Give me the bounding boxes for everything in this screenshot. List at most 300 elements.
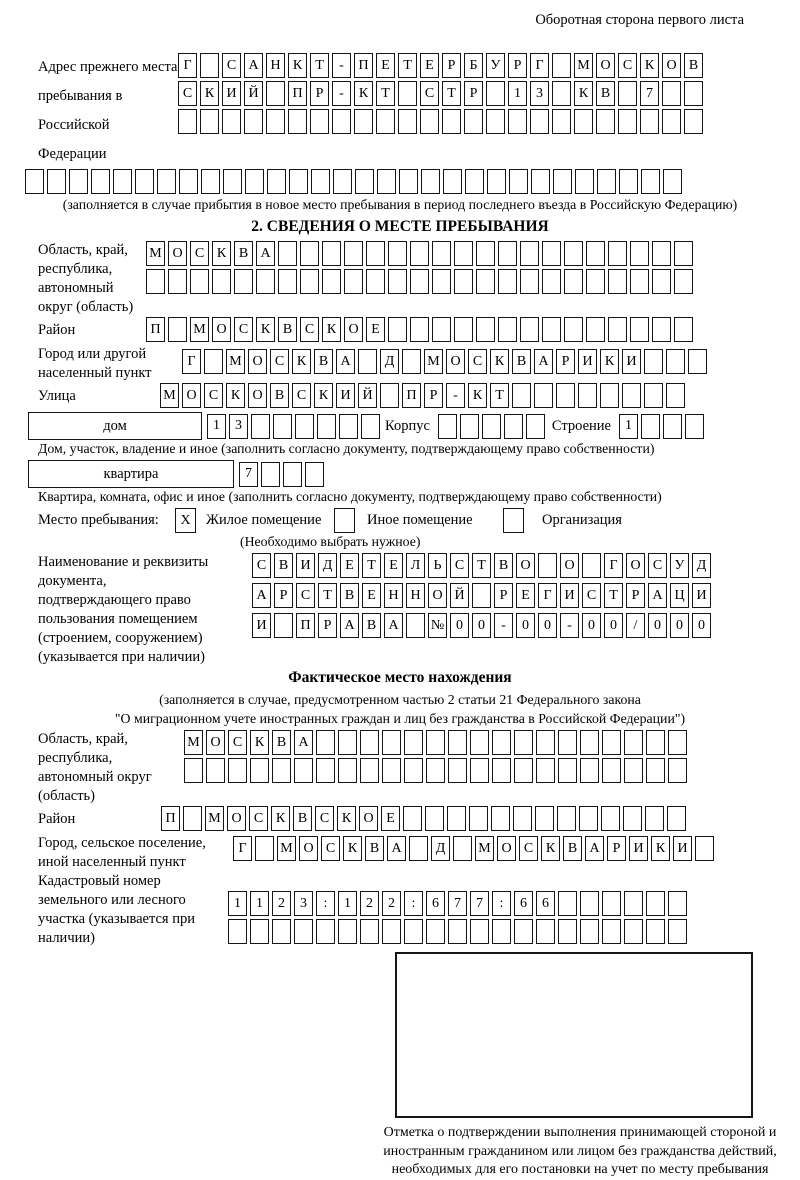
char-cell: К bbox=[226, 383, 245, 408]
char-cell bbox=[448, 758, 467, 783]
prev-address-note: (заполняется в случае прибытия в новое место пребывания в период последнего въезда в Российскую Федерацию) bbox=[62, 197, 738, 212]
char-cell bbox=[234, 269, 253, 294]
char-cell bbox=[498, 269, 517, 294]
char-cell bbox=[492, 730, 511, 755]
char-cell: П bbox=[354, 53, 373, 78]
char-cell bbox=[377, 169, 396, 194]
char-cell: В bbox=[314, 349, 333, 374]
char-cell: В bbox=[494, 553, 513, 578]
char-row bbox=[228, 919, 690, 944]
char-cell: Р bbox=[274, 583, 293, 608]
char-cell: О bbox=[248, 349, 267, 374]
char-cell: Т bbox=[442, 81, 461, 106]
char-cell: 2 bbox=[382, 891, 401, 916]
char-cell bbox=[476, 241, 495, 266]
char-cell bbox=[580, 730, 599, 755]
char-cell: К bbox=[314, 383, 333, 408]
char-cell: / bbox=[626, 613, 645, 638]
char-cell bbox=[644, 383, 663, 408]
char-cell: О bbox=[299, 836, 318, 861]
char-cell: О bbox=[560, 553, 579, 578]
district-section bbox=[0, 317, 800, 345]
char-cell: И bbox=[622, 349, 641, 374]
char-cell: 6 bbox=[514, 891, 533, 916]
char-cell: № bbox=[428, 613, 447, 638]
char-cell bbox=[354, 109, 373, 134]
house-row bbox=[28, 412, 800, 440]
char-cell bbox=[360, 730, 379, 755]
char-cell bbox=[578, 383, 597, 408]
char-cell bbox=[300, 241, 319, 266]
char-cell: О bbox=[227, 806, 246, 831]
char-cell bbox=[552, 53, 571, 78]
char-cell bbox=[542, 317, 561, 342]
char-cell: С bbox=[468, 349, 487, 374]
char-cell: В bbox=[293, 806, 312, 831]
char-cell: О bbox=[662, 53, 681, 78]
char-cell bbox=[662, 81, 681, 106]
char-cell: С bbox=[234, 317, 253, 342]
char-cell bbox=[558, 758, 577, 783]
char-cell: П bbox=[296, 613, 315, 638]
char-cell: 7 bbox=[470, 891, 489, 916]
char-cell: И bbox=[692, 583, 711, 608]
char-cell bbox=[624, 919, 643, 944]
char-cell bbox=[184, 758, 203, 783]
actual-location-note-2: "О миграционном учете иностранных граждан и лиц без гражданства в Российской Федерации") bbox=[114, 711, 686, 726]
char-cell bbox=[448, 730, 467, 755]
char-row bbox=[184, 758, 690, 783]
char-cell bbox=[596, 109, 615, 134]
char-cell: О bbox=[344, 317, 363, 342]
char-cell bbox=[403, 806, 422, 831]
char-cell: Е bbox=[362, 583, 381, 608]
char-cell: С bbox=[450, 553, 469, 578]
char-cell: 0 bbox=[538, 613, 557, 638]
char-cell: В bbox=[270, 383, 289, 408]
char-cell: Т bbox=[472, 553, 491, 578]
stay-type-label: Место пребывания: bbox=[38, 512, 159, 528]
char-cell bbox=[674, 241, 693, 266]
document-section bbox=[0, 553, 800, 667]
stroenie-label: Строение bbox=[551, 418, 611, 434]
char-cell: К bbox=[256, 317, 275, 342]
confirmation-stamp-box bbox=[395, 952, 753, 1118]
char-cell: 3 bbox=[229, 414, 248, 439]
char-cell bbox=[135, 169, 154, 194]
char-cell bbox=[339, 414, 358, 439]
char-cell bbox=[409, 836, 428, 861]
char-cell bbox=[316, 730, 335, 755]
char-cell bbox=[623, 806, 642, 831]
char-cell: Г bbox=[604, 553, 623, 578]
char-cell: С bbox=[249, 806, 268, 831]
char-cell bbox=[179, 169, 198, 194]
actual-city-section bbox=[0, 834, 800, 872]
char-cell bbox=[399, 169, 418, 194]
char-cell bbox=[492, 758, 511, 783]
char-cell: О bbox=[596, 53, 615, 78]
district-label: Район bbox=[38, 322, 76, 338]
char-cell bbox=[388, 269, 407, 294]
char-cell: Р bbox=[508, 53, 527, 78]
char-cell: М bbox=[574, 53, 593, 78]
char-cell bbox=[644, 349, 663, 374]
char-cell bbox=[504, 414, 523, 439]
char-cell bbox=[244, 109, 263, 134]
char-cell bbox=[200, 53, 219, 78]
char-cell bbox=[382, 919, 401, 944]
char-cell: А bbox=[648, 583, 667, 608]
char-cell: Й bbox=[244, 81, 263, 106]
char-cell: К bbox=[322, 317, 341, 342]
char-cell: С bbox=[292, 383, 311, 408]
char-cell bbox=[575, 169, 594, 194]
apartment-label-box bbox=[28, 460, 234, 488]
char-cell bbox=[608, 317, 627, 342]
char-cell bbox=[212, 269, 231, 294]
char-cell bbox=[646, 891, 665, 916]
char-cell: Т bbox=[398, 53, 417, 78]
char-cell: И bbox=[222, 81, 241, 106]
char-cell: 1 bbox=[250, 891, 269, 916]
char-cell bbox=[266, 109, 285, 134]
char-cell bbox=[317, 414, 336, 439]
char-cell: Т bbox=[318, 583, 337, 608]
char-cell: Р bbox=[310, 81, 329, 106]
char-cell: : bbox=[404, 891, 423, 916]
char-cell: М bbox=[205, 806, 224, 831]
actual-location-note-1: (заполняется в случае, предусмотренном частью 2 статьи 21 Федерального закона bbox=[159, 692, 641, 707]
char-cell: 3 bbox=[294, 891, 313, 916]
char-cell: М bbox=[277, 836, 296, 861]
char-cell bbox=[178, 109, 197, 134]
char-cell bbox=[535, 806, 554, 831]
char-cell: К bbox=[200, 81, 219, 106]
char-cell: О bbox=[206, 730, 225, 755]
char-cell bbox=[520, 269, 539, 294]
char-cell bbox=[472, 583, 491, 608]
char-cell: К bbox=[640, 53, 659, 78]
char-cell bbox=[514, 730, 533, 755]
char-cell bbox=[674, 317, 693, 342]
char-cell: А bbox=[244, 53, 263, 78]
char-cell bbox=[602, 730, 621, 755]
char-cell bbox=[432, 269, 451, 294]
char-cell: Т bbox=[376, 81, 395, 106]
organization-label: Организация bbox=[542, 512, 622, 528]
char-cell bbox=[586, 317, 605, 342]
char-cell: П bbox=[402, 383, 421, 408]
char-cell bbox=[355, 169, 374, 194]
char-cell: В bbox=[272, 730, 291, 755]
char-cell bbox=[630, 317, 649, 342]
char-cell: О bbox=[626, 553, 645, 578]
char-cell: П bbox=[288, 81, 307, 106]
char-cell bbox=[261, 462, 280, 487]
char-cell: Й bbox=[450, 583, 469, 608]
char-cell bbox=[646, 758, 665, 783]
char-cell: И bbox=[673, 836, 692, 861]
char-cell bbox=[404, 730, 423, 755]
char-cell bbox=[443, 169, 462, 194]
char-cell bbox=[361, 414, 380, 439]
char-cell: Н bbox=[406, 583, 425, 608]
char-cell bbox=[514, 758, 533, 783]
char-cell bbox=[465, 169, 484, 194]
char-cell: У bbox=[670, 553, 689, 578]
char-row bbox=[184, 730, 690, 755]
char-cell: - bbox=[560, 613, 579, 638]
char-cell bbox=[273, 414, 292, 439]
char-cell bbox=[442, 109, 461, 134]
char-cell bbox=[283, 462, 302, 487]
char-cell: А bbox=[387, 836, 406, 861]
char-cell: К bbox=[490, 349, 509, 374]
char-cell: Б bbox=[464, 53, 483, 78]
char-cell: В bbox=[563, 836, 582, 861]
char-cell: 1 bbox=[228, 891, 247, 916]
char-cell bbox=[266, 81, 285, 106]
char-cell bbox=[289, 169, 308, 194]
char-cell: Р bbox=[442, 53, 461, 78]
char-cell bbox=[454, 317, 473, 342]
char-cell: А bbox=[252, 583, 271, 608]
char-cell bbox=[245, 169, 264, 194]
char-cell bbox=[388, 317, 407, 342]
char-cell: Р bbox=[607, 836, 626, 861]
char-cell bbox=[426, 758, 445, 783]
char-row bbox=[239, 462, 327, 487]
char-cell bbox=[619, 169, 638, 194]
street-section bbox=[0, 383, 800, 411]
char-row bbox=[228, 891, 690, 916]
city-label: Город или другой населенный пункт bbox=[38, 346, 152, 381]
char-cell: В bbox=[596, 81, 615, 106]
char-cell bbox=[556, 383, 575, 408]
char-cell bbox=[453, 836, 472, 861]
cadastre-label: Кадастровый номер земельного или лесного участка (указывается при наличии) bbox=[38, 873, 195, 946]
char-cell: О bbox=[182, 383, 201, 408]
char-cell bbox=[564, 269, 583, 294]
char-cell bbox=[295, 414, 314, 439]
char-cell bbox=[640, 109, 659, 134]
char-cell: С bbox=[618, 53, 637, 78]
actual-city-label: Город, сельское поселение, иной населенный пункт bbox=[38, 835, 206, 870]
char-cell bbox=[316, 758, 335, 783]
char-cell: К bbox=[600, 349, 619, 374]
char-cell bbox=[666, 349, 685, 374]
char-cell: И bbox=[629, 836, 648, 861]
char-cell: П bbox=[161, 806, 180, 831]
actual-region-section bbox=[0, 730, 800, 806]
char-cell bbox=[684, 81, 703, 106]
char-cell: О bbox=[212, 317, 231, 342]
char-cell: Т bbox=[604, 583, 623, 608]
char-cell bbox=[432, 241, 451, 266]
char-cell bbox=[223, 169, 242, 194]
char-cell bbox=[646, 730, 665, 755]
char-cell: Р bbox=[494, 583, 513, 608]
char-cell: 1 bbox=[338, 891, 357, 916]
char-cell: М bbox=[184, 730, 203, 755]
char-cell: Г bbox=[538, 583, 557, 608]
char-row bbox=[160, 383, 688, 408]
char-cell: Г bbox=[233, 836, 252, 861]
house-label-box bbox=[28, 412, 202, 440]
char-cell: Й bbox=[358, 383, 377, 408]
cadastre-section bbox=[0, 872, 800, 948]
char-cell: Г bbox=[182, 349, 201, 374]
char-row bbox=[207, 414, 383, 439]
char-cell bbox=[476, 317, 495, 342]
char-cell: С bbox=[178, 81, 197, 106]
char-row bbox=[146, 241, 696, 266]
char-cell bbox=[580, 758, 599, 783]
char-cell bbox=[652, 317, 671, 342]
char-cell bbox=[542, 241, 561, 266]
char-cell bbox=[498, 241, 517, 266]
char-cell bbox=[358, 349, 377, 374]
char-cell bbox=[666, 383, 685, 408]
char-cell bbox=[333, 169, 352, 194]
char-cell bbox=[272, 919, 291, 944]
char-cell bbox=[278, 241, 297, 266]
house-note: Дом, участок, владение и иное (заполнить согласно документу, подтверждающему право собственности) bbox=[38, 441, 655, 456]
actual-location-title: Фактическое место нахождения bbox=[288, 669, 512, 686]
char-cell bbox=[558, 891, 577, 916]
char-cell: 0 bbox=[670, 613, 689, 638]
char-cell bbox=[641, 414, 660, 439]
char-row bbox=[252, 553, 714, 578]
char-cell bbox=[432, 317, 451, 342]
char-cell: К bbox=[292, 349, 311, 374]
char-cell: У bbox=[486, 53, 505, 78]
char-cell: : bbox=[316, 891, 335, 916]
char-cell: Е bbox=[420, 53, 439, 78]
char-cell: К bbox=[354, 81, 373, 106]
char-cell: О bbox=[359, 806, 378, 831]
char-cell bbox=[652, 269, 671, 294]
char-cell bbox=[366, 269, 385, 294]
char-cell: 6 bbox=[536, 891, 555, 916]
char-cell bbox=[425, 806, 444, 831]
char-cell: О bbox=[248, 383, 267, 408]
char-cell bbox=[380, 383, 399, 408]
char-cell: С bbox=[222, 53, 241, 78]
char-cell bbox=[91, 169, 110, 194]
char-cell: Л bbox=[406, 553, 425, 578]
house-box-label: дом bbox=[103, 417, 127, 434]
char-cell bbox=[601, 806, 620, 831]
char-cell bbox=[470, 758, 489, 783]
char-cell: 0 bbox=[692, 613, 711, 638]
char-cell: 3 bbox=[530, 81, 549, 106]
char-cell: Р bbox=[464, 81, 483, 106]
char-cell bbox=[668, 919, 687, 944]
char-cell bbox=[542, 269, 561, 294]
char-cell bbox=[602, 919, 621, 944]
char-cell bbox=[579, 806, 598, 831]
char-cell bbox=[278, 269, 297, 294]
char-cell: 0 bbox=[582, 613, 601, 638]
char-row bbox=[178, 109, 706, 134]
char-cell bbox=[332, 109, 351, 134]
apartment-note: Квартира, комната, офис и иное (заполнить согласно документу, подтверждающему право собственности) bbox=[38, 489, 662, 504]
char-cell bbox=[662, 109, 681, 134]
char-cell: О bbox=[497, 836, 516, 861]
char-cell bbox=[602, 758, 621, 783]
char-cell bbox=[438, 414, 457, 439]
char-cell: Г bbox=[178, 53, 197, 78]
char-cell bbox=[580, 891, 599, 916]
prev-address-rows bbox=[178, 53, 706, 137]
char-cell: К bbox=[541, 836, 560, 861]
char-cell: - bbox=[446, 383, 465, 408]
char-cell bbox=[668, 891, 687, 916]
char-cell bbox=[255, 836, 274, 861]
char-cell: В bbox=[340, 583, 359, 608]
char-cell bbox=[398, 109, 417, 134]
char-cell bbox=[512, 383, 531, 408]
char-row bbox=[146, 269, 696, 294]
char-cell bbox=[305, 462, 324, 487]
char-cell bbox=[624, 891, 643, 916]
char-cell bbox=[146, 269, 165, 294]
char-cell bbox=[448, 919, 467, 944]
region-label: Область, край, республика, автономный округ (область) bbox=[38, 242, 134, 315]
char-cell bbox=[388, 241, 407, 266]
char-cell: И bbox=[560, 583, 579, 608]
street-label: Улица bbox=[38, 388, 76, 404]
char-cell: С bbox=[582, 583, 601, 608]
char-cell: Д bbox=[318, 553, 337, 578]
char-cell bbox=[447, 806, 466, 831]
char-cell bbox=[530, 109, 549, 134]
char-cell bbox=[558, 919, 577, 944]
char-cell bbox=[608, 241, 627, 266]
char-cell bbox=[618, 109, 637, 134]
char-cell bbox=[498, 317, 517, 342]
char-cell: Е bbox=[384, 553, 403, 578]
char-cell bbox=[322, 241, 341, 266]
char-cell bbox=[366, 241, 385, 266]
char-cell: 0 bbox=[516, 613, 535, 638]
char-cell: С bbox=[648, 553, 667, 578]
char-cell bbox=[558, 730, 577, 755]
char-cell: С bbox=[204, 383, 223, 408]
char-cell bbox=[685, 414, 704, 439]
char-cell: С bbox=[300, 317, 319, 342]
char-cell bbox=[454, 269, 473, 294]
char-cell: М bbox=[160, 383, 179, 408]
char-cell: К bbox=[651, 836, 670, 861]
char-cell bbox=[338, 730, 357, 755]
char-row bbox=[252, 583, 714, 608]
char-row bbox=[619, 414, 707, 439]
char-cell bbox=[228, 758, 247, 783]
char-cell: О bbox=[446, 349, 465, 374]
char-cell: М bbox=[146, 241, 165, 266]
char-cell bbox=[300, 269, 319, 294]
char-cell bbox=[47, 169, 66, 194]
char-cell: С bbox=[190, 241, 209, 266]
prev-address-overflow-row bbox=[25, 169, 800, 194]
prev-address-section bbox=[0, 53, 800, 169]
char-cell bbox=[183, 806, 202, 831]
char-cell bbox=[564, 317, 583, 342]
char-cell bbox=[668, 758, 687, 783]
